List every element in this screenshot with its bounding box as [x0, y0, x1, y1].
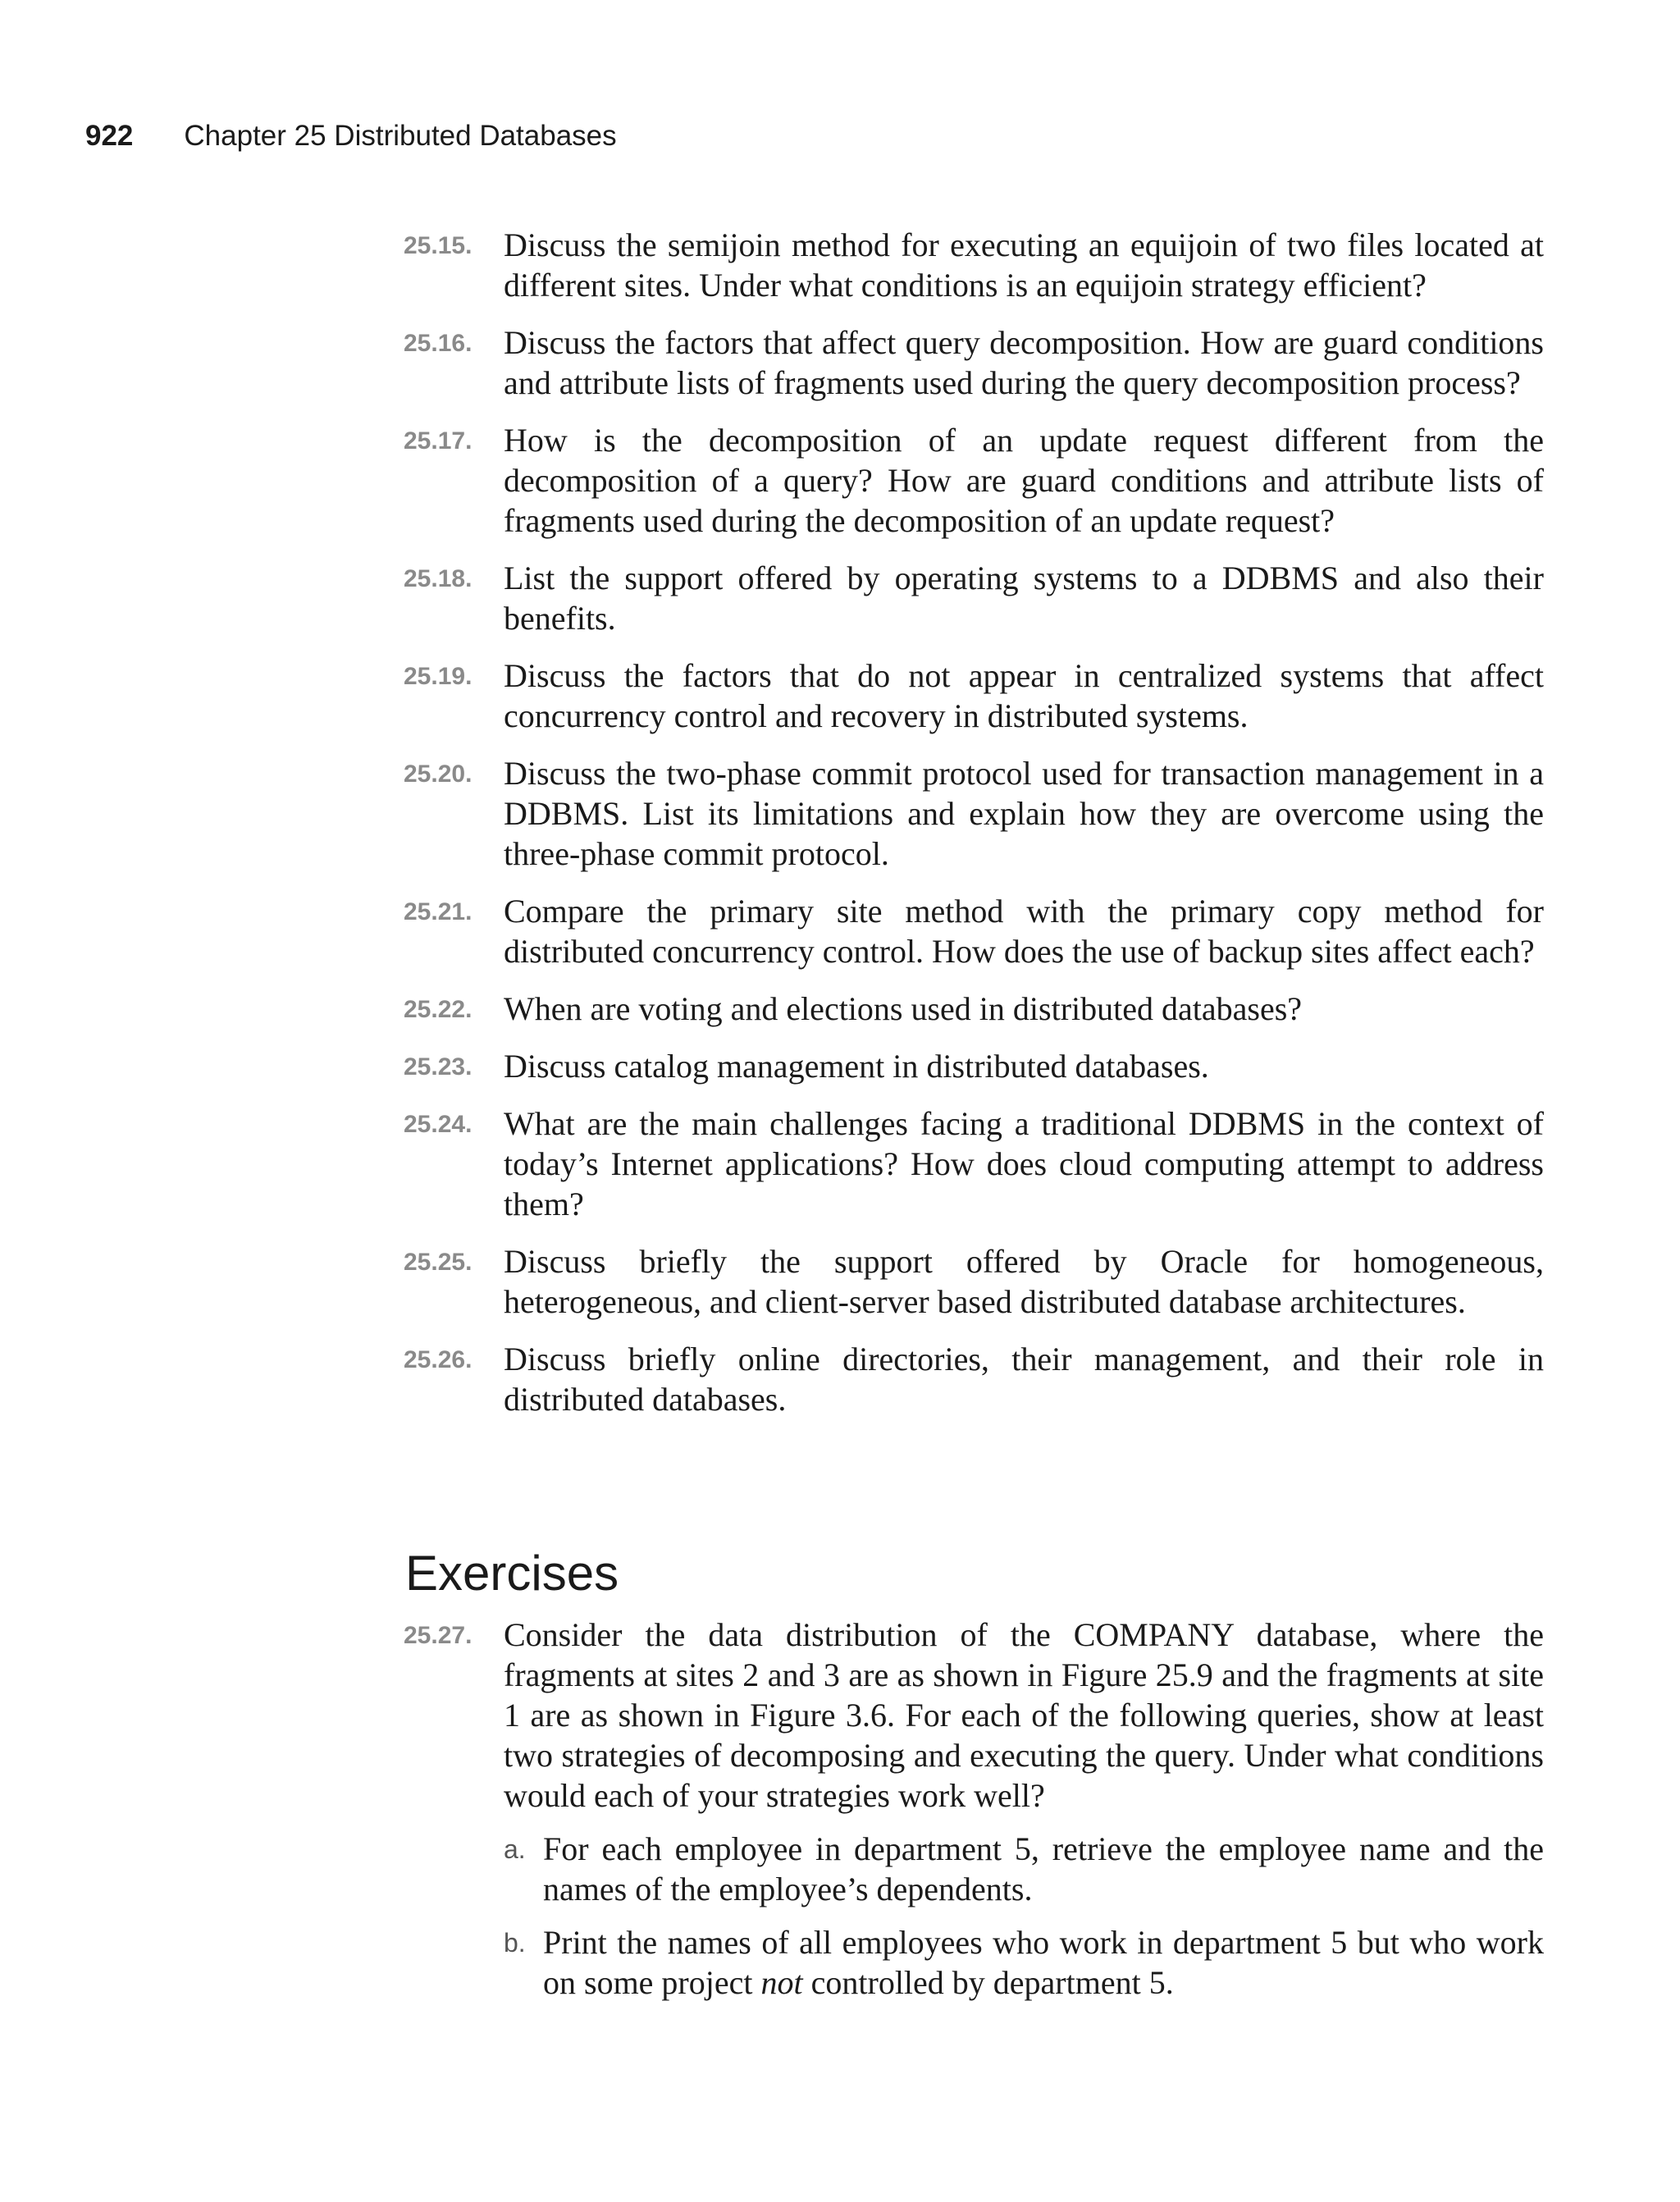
question-text: Discuss the factors that affect query decomposition. How are guard conditions and attribute lists of fragments used during the query decomposition process?: [504, 324, 1544, 401]
question-text: Discuss catalog management in distributed databases.: [504, 1048, 1209, 1085]
question-item: [404, 420, 1544, 541]
question-text: Discuss the two-phase commit protocol used for transaction management in a DDBMS. List its limitations and explain how they are overcome using the three-phase commit protocol.: [504, 755, 1544, 872]
question-text: Discuss the semijoin method for executing an equijoin of two files located at different sites. Under what conditions is an equijoin strategy efficient?: [504, 226, 1544, 304]
question-text: Discuss briefly online directories, their management, and their role in distributed databases.: [504, 1341, 1544, 1418]
running-head: [85, 116, 617, 156]
part-text-after: controlled by department 5.: [802, 1964, 1174, 2001]
question-item: [404, 891, 1544, 971]
part-text-italic: not: [760, 1964, 803, 2001]
review-questions-list: [404, 225, 1544, 1437]
question-number: 25.19.: [404, 663, 472, 690]
question-text: Discuss the factors that do not appear in centralized systems that affect concurrency control and recovery in distributed systems.: [504, 657, 1544, 734]
question-number: 25.15.: [404, 232, 472, 259]
question-item: [404, 322, 1544, 403]
question-item: [404, 1103, 1544, 1224]
exercise-item: [404, 1615, 1544, 1816]
part-label: b.: [504, 1928, 526, 1958]
question-item: [404, 989, 1544, 1029]
question-number: 25.16.: [404, 330, 472, 357]
exercises-list: [404, 1615, 1544, 2003]
question-text: What are the main challenges facing a traditional DDBMS in the context of today’s Internet applications? How does cloud computing attempt to address them?: [504, 1105, 1544, 1222]
exercise-number: 25.27.: [404, 1622, 472, 1649]
question-text: List the support offered by operating systems to a DDBMS and also their benefits.: [504, 560, 1544, 637]
page-number: 922: [85, 120, 134, 152]
exercise-part-b: [404, 1922, 1544, 2003]
question-text: Discuss briefly the support offered by Oracle for homogeneous, heterogeneous, and client-server based distributed database architectures.: [504, 1243, 1544, 1320]
question-number: 25.21.: [404, 898, 472, 925]
question-item: [404, 753, 1544, 874]
question-number: 25.22.: [404, 996, 472, 1023]
chapter-title: Chapter 25 Distributed Databases: [184, 120, 617, 152]
question-number: 25.20.: [404, 761, 472, 788]
question-number: 25.17.: [404, 427, 472, 455]
question-number: 25.23.: [404, 1053, 472, 1080]
question-item: [404, 1339, 1544, 1419]
question-text: When are voting and elections used in distributed databases?: [504, 990, 1303, 1027]
question-text: How is the decomposition of an update request different from the decomposition of a query? How are guard conditions and attribute lists of fragments used during the decomposition of an update request?: [504, 422, 1544, 539]
part-label: a.: [504, 1834, 526, 1864]
question-item: [404, 558, 1544, 638]
question-text: Compare the primary site method with the primary copy method for distributed concurrency control. How does the use of backup sites affect each?: [504, 893, 1544, 970]
question-item: [404, 1046, 1544, 1086]
exercise-part-a: [404, 1829, 1544, 1909]
question-item: [404, 1241, 1544, 1322]
part-text: For each employee in department 5, retrieve the employee name and the names of the employee’s dependents.: [543, 1830, 1544, 1907]
question-item: [404, 656, 1544, 736]
exercise-text: Consider the data distribution of the COMPANY database, where the fragments at sites 2 and 3 are as shown in Figure 25.9 and the fragments at site 1 are as shown in Figure 3.6. For each of the following queries, show at least two strategies of decomposing and executing the query. Under what conditions would each of your strategies work well?: [504, 1616, 1544, 1814]
exercises-heading: Exercises: [405, 1546, 619, 1601]
part-text-before: Print the names of all employees who work in department 5 but who work on some project: [543, 1924, 1544, 2001]
question-number: 25.26.: [404, 1346, 472, 1373]
question-item: [404, 225, 1544, 305]
question-number: 25.25.: [404, 1249, 472, 1276]
question-number: 25.18.: [404, 565, 472, 592]
question-number: 25.24.: [404, 1111, 472, 1138]
